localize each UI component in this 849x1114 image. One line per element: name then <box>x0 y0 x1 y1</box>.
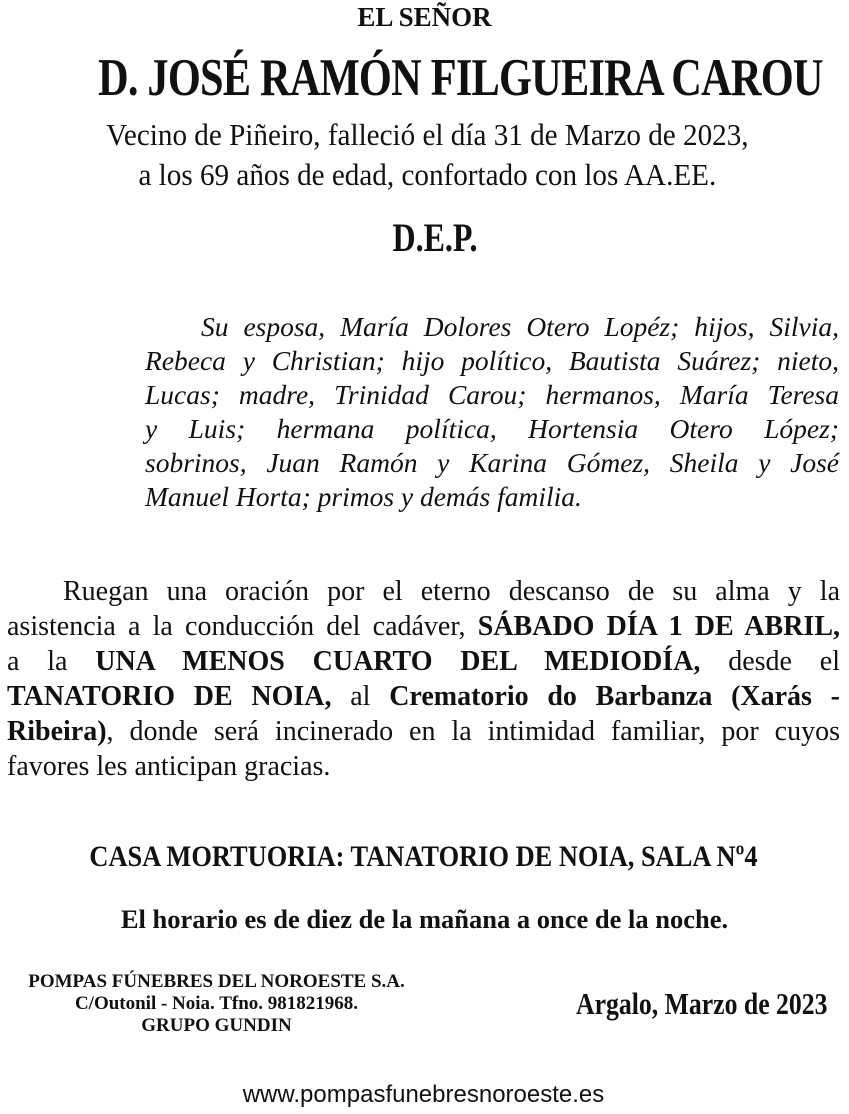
departure-place: TANATORIO DE NOIA, <box>7 681 332 712</box>
funeral-home-address: C/Outonil - Noia. Tfno. 981821968. <box>74 993 359 1014</box>
place-date: Argalo, Marzo de 2023 <box>576 986 828 1021</box>
announcement-text: desde el <box>728 646 840 677</box>
announcement-line <box>7 679 840 714</box>
destination-place-cont: Ribeira) <box>7 716 107 747</box>
announcement-text: , donde será incinerado en la intimidad familiar, por cuyos <box>106 716 840 747</box>
announcement-line: favores les anticipan gracias. <box>7 751 331 782</box>
dep-heading: D.E.P. <box>392 215 478 260</box>
bio-line-2: a los 69 años de edad, confortado con los AA.EE. <box>138 157 717 192</box>
family-line: Manuel Horta; primos y demás familia. <box>145 481 582 512</box>
bio-line-1: Vecino de Piñeiro, falleció el día 31 de Marzo de 2023, <box>106 117 749 152</box>
family-line: Lucas; madre, Trinidad Carou; hermanos, María Teresa <box>145 379 839 410</box>
announcement-text: al <box>350 681 371 712</box>
funeral-date: SÁBADO DÍA 1 DE ABRIL, <box>477 611 840 642</box>
title-label: EL SEÑOR <box>357 2 492 32</box>
website-link[interactable] <box>0 1081 849 1109</box>
announcement-text: asistencia a la conducción del cadáver, <box>7 611 466 642</box>
announcement-line <box>7 609 840 644</box>
mortuary-info: CASA MORTUORIA: TANATORIO DE NOIA, SALA Nº4 <box>89 840 758 873</box>
destination-place: Crematorio do Barbanza (Xarás - <box>389 681 840 712</box>
funeral-time: UNA MENOS CUARTO DEL MEDIODÍA, <box>95 646 701 677</box>
funeral-home-name: POMPAS FÚNEBRES DEL NOROESTE S.A. <box>28 971 405 992</box>
website-text[interactable]: www.pompasfunebresnoroeste.es <box>242 1081 605 1108</box>
announcement-line: Ruegan una oración por el eterno descanso de su alma y la <box>63 576 840 607</box>
announcement-line <box>7 714 840 749</box>
family-line: Rebeca y Christian; hijo político, Bautista Suárez; nieto, <box>145 345 839 376</box>
funeral-home-group: GRUPO GUNDIN <box>141 1015 292 1036</box>
announcement-text: a la <box>7 646 68 677</box>
deceased-name: D. JOSÉ RAMÓN FILGUEIRA CAROU <box>98 49 823 107</box>
family-line: y Luis; hermana política, Hortensia Otero López; <box>145 413 839 444</box>
family-line: sobrinos, Juan Ramón y Karina Gómez, Sheila y José <box>145 447 839 478</box>
announcement-line <box>7 644 840 679</box>
visiting-hours: El horario es de diez de la mañana a once de la noche. <box>120 904 729 934</box>
family-line: Su esposa, María Dolores Otero Lopéz; hijos, Silvia, <box>201 311 839 342</box>
